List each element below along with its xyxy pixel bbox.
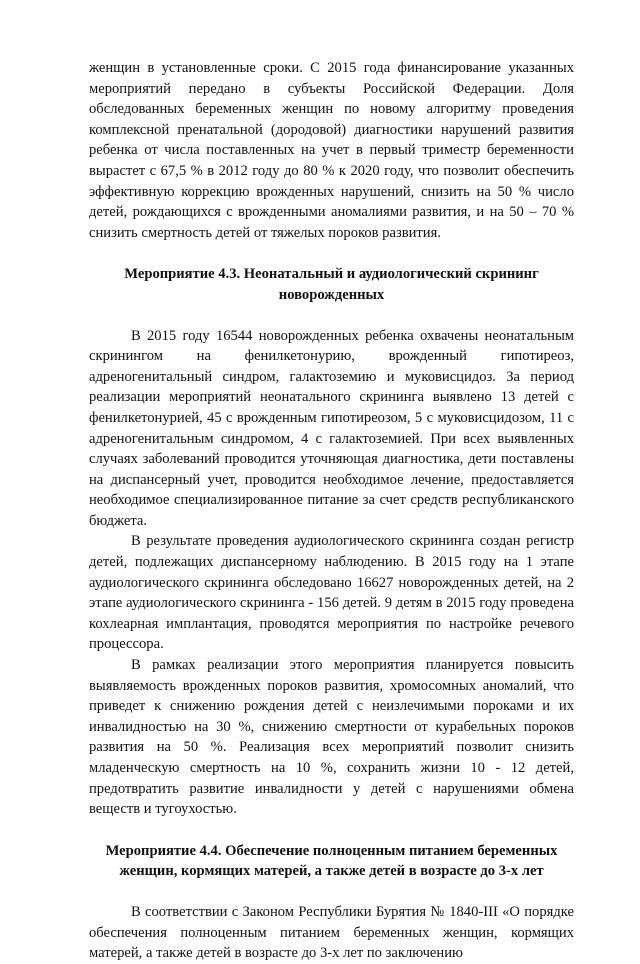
spacer [89, 820, 574, 841]
spacer [89, 882, 574, 902]
section-heading-4-4: Мероприятие 4.4. Обеспечение полноценным питанием беременных женщин, кормящих матерей, а также детей в возрасте до 3-х лет [105, 842, 558, 880]
section-heading-4-3: Мероприятие 4.3. Неонатальный и аудиологический скрининг новорожденных [124, 266, 539, 303]
body-paragraph: женщин в установленные сроки. С 2015 года финансирование указанных мероприятий передано в субъекты Российской Федерации. Доля обследованных беременных женщин по новому алгоритму проведения комплексной пренатальной (дородовой) диагностики нарушений развития ребенка от числа поставленных на учет в первый триместр беременности вырастет с 67,5 % в 2012 году до 80 % к 2020 году, что позволит обеспечить эффективную коррекцию врожденных нарушений, снизить на 50 % число детей, рождающихся с врожденными аномалиями развития, и на 50 – 70 % снизить смертность детей от тяжелых пороков развития. [89, 60, 574, 241]
body-paragraph: В 2015 году 16544 новорожденных ребенка охвачены неонатальным скринингом на фенилкетонурию, врожденный гипотиреоз, адреногенитальный синдром, галактоземию и муковисцидоз. За период реализации мероприятий неонатального скрининга выявлено 13 детей с фенилкетонурией, 45 с врожденным гипотиреозом, 5 с муковисцидозом, 11 с адреногенитальным синдромом, 4 с галактоземией. При всех выявленных случаях заболеваний проводится уточняющая диагностика, дети поставлены на диспансерный учет, проводится необходимое лечение, предоставляется необходимое специализированное питание за счет средств республиканского бюджета. [89, 327, 574, 529]
document-page [89, 58, 574, 964]
body-paragraph: В соответствии с Законом Республики Бурятия № 1840-III «О порядке обеспечения полноценным питанием беременных женщин, кормящих матерей, а также детей в возрасте до 3-х лет по заключению [89, 903, 574, 962]
spacer [89, 306, 574, 326]
body-paragraph: В рамках реализации этого мероприятия планируется повысить выявляемость врожденных пороков развития, хромосомных аномалий, что приведет к снижению рождения детей с неизлечимыми пороками и их инвалидностью на 30 %, снижению смертности от курабельных пороков развития на 50 %. Реализация всех мероприятий позволит снизить младенческую смертность на 10 %, сохранить жизни 10 - 12 детей, предотвратить развитие инвалидности у детей с нарушениями обмена веществ и тугоухостью. [89, 657, 574, 818]
spacer [89, 243, 574, 264]
body-paragraph: В результате проведения аудиологического скрининга создан регистр детей, подлежащих диспансерному наблюдению. В 2015 году на 1 этапе аудиологического скрининга обследовано 16627 новорожденных детей, на 2 этапе аудиологического скрининга - 156 детей. 9 детям в 2015 году проведена кохлеарная имплантация, проводятся мероприятия по настройке речевого процессора. [89, 533, 574, 653]
